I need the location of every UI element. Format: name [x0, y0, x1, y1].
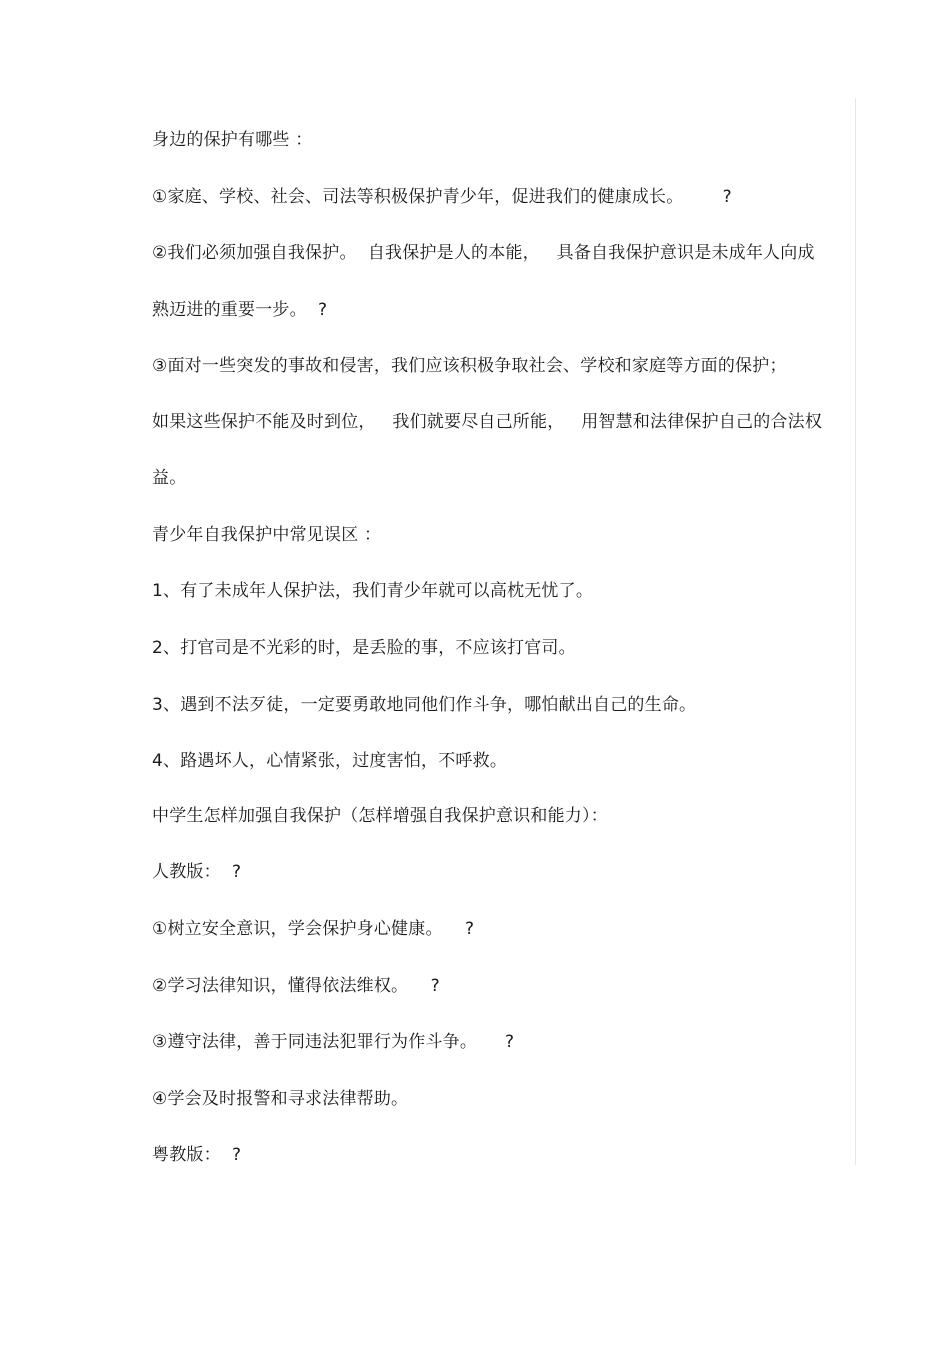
list-item: 3、遇到不法歹徒，一定要勇敢地同他们作斗争，哪怕献出自己的生命。: [152, 695, 697, 715]
text-line: 益。: [152, 468, 187, 488]
text-line: ①家庭、学校、社会、司法等积极保护青少年，促进我们的健康成长。 ?: [152, 187, 732, 207]
text-line: ③面对一些突发的事故和侵害，我们应该积极争取社会、学校和家庭等方面的保护；: [152, 356, 787, 376]
subheading-edition: 粤教版： ?: [152, 1145, 242, 1165]
page-edge-rule: [855, 98, 856, 1165]
text-line: 如果这些保护不能及时到位， 我们就要尽自己所能， 用智慧和法律保护自己的合法权: [152, 412, 823, 432]
text-line: 熟迈进的重要一步。 ?: [152, 300, 328, 320]
list-item: ②学习法律知识，懂得依法维权。 ?: [152, 976, 440, 996]
list-item: ①树立安全意识，学会保护身心健康。 ?: [152, 919, 475, 939]
heading-protection-types: 身边的保护有哪些 ：: [152, 130, 313, 150]
list-item: 1、有了未成年人保护法，我们青少年就可以高枕无忧了。: [152, 581, 594, 601]
text-line: ②我们必须加强自我保护。 自我保护是人的本能， 具备自我保护意识是未成年人向成: [152, 243, 815, 263]
subheading-edition: 人教版： ?: [152, 862, 242, 882]
list-item: ④学会及时报警和寻求法律帮助。: [152, 1089, 409, 1109]
list-item: 4、路遇坏人，心情紧张，过度害怕，不呼救。: [152, 751, 508, 771]
list-item: 2、打官司是不光彩的时，是丢脸的事，不应该打官司。: [152, 638, 576, 658]
heading-common-mistakes: 青少年自我保护中常见误区 ：: [152, 525, 382, 545]
list-item: ③遵守法律，善于同违法犯罪行为作斗争。 ?: [152, 1032, 515, 1052]
heading-how-to-protect: 中学生怎样加强自我保护（怎样增强自我保护意识和能力）：: [152, 806, 608, 826]
